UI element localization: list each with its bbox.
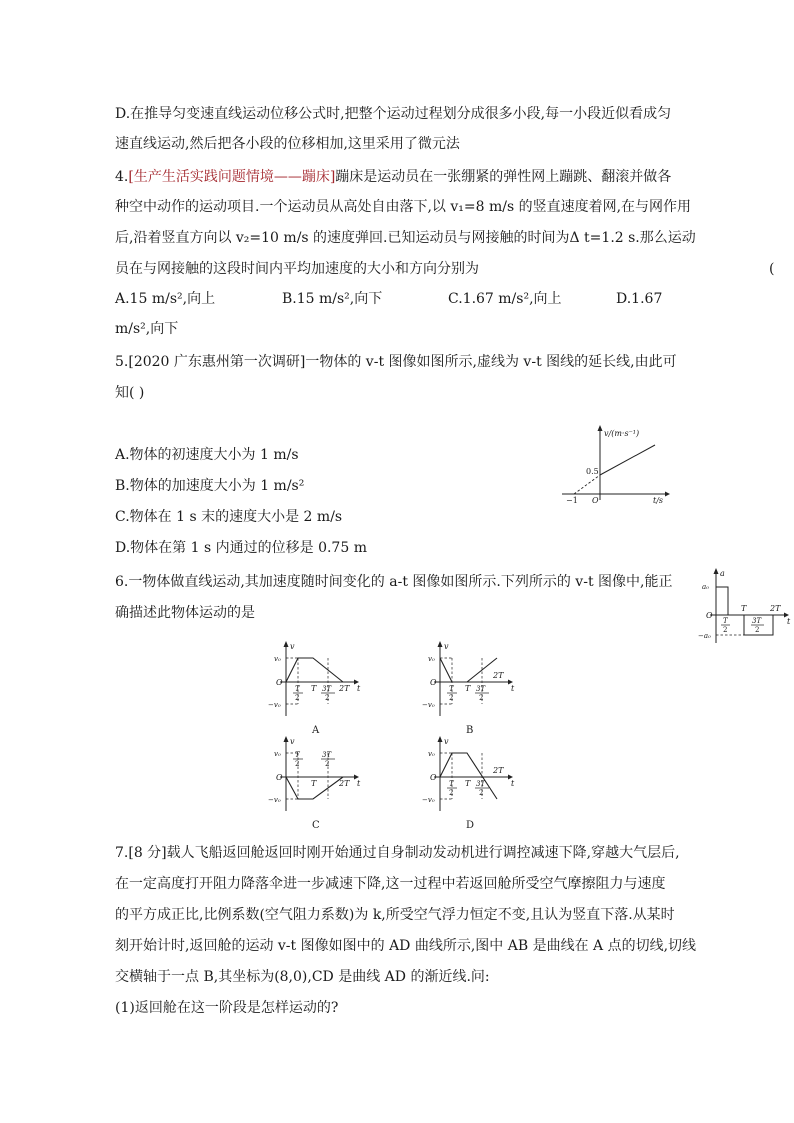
q6-b-choice-label: B	[466, 725, 474, 736]
q6-c-T2-num: T	[295, 751, 300, 759]
q3-option-d-line1: D.在推导匀变速直线运动位移公式时,把整个运动过程划分成很多小段,每一小段近似看成匀	[115, 106, 672, 122]
q6-c-3T2-num: 3T	[322, 751, 332, 759]
q6-b-origin: O	[430, 678, 437, 687]
q7-line5: 交横轴于一点 B,其坐标为(8,0),CD 是曲线 AD 的渐近线.问:	[115, 969, 490, 985]
q6-b-negv0: −v₀	[422, 701, 435, 709]
q5-option-b: B.物体的加速度大小为 1 m/s²	[115, 478, 305, 494]
q6-at-3T-den: 2	[755, 626, 760, 634]
q4-answer-paren: (	[769, 261, 775, 277]
q4-line2: 种空中动作的运动项目.一个运动员从高处自由落下,以 v₁=8 m/s 的竖直速度着网,在与网作用	[115, 199, 692, 215]
q6-b-t: t	[511, 684, 515, 693]
q5-option-a: A.物体的初速度大小为 1 m/s	[115, 447, 299, 463]
q6-at-3T-num: 3T	[752, 617, 762, 625]
q6-at-T: T	[741, 604, 747, 613]
q5-ylabel: v/(m·s⁻¹)	[604, 429, 640, 438]
q6-b-v0: v₀	[428, 655, 435, 663]
q6-option-graph-c	[268, 735, 368, 830]
q4-line1	[115, 167, 671, 187]
q7-line3: 的平方成正比,比例系数(空气阻力系数)为 k,所受空气浮力恒定不变,且认为竖直下落.从某时	[115, 907, 675, 923]
q6-b-curve	[440, 658, 497, 682]
q6-c-v0: v₀	[274, 750, 281, 758]
q6-d-3T2-num: 3T	[476, 780, 486, 788]
q4-option-c: C.1.67 m/s²,向上	[448, 291, 562, 307]
q6-a-T2-den: 2	[295, 694, 300, 702]
q6-d-T: T	[465, 779, 471, 788]
q6-b-T: T	[465, 684, 471, 693]
q7-sub1: (1)返回舱在这一阶段是怎样运动的?	[115, 1000, 339, 1016]
q5-x-tick: −1	[566, 496, 578, 505]
q6-at-neg: −a₀	[698, 632, 711, 640]
q4-line4: 员在与网接触的这段时间内平均加速度的大小和方向分别为	[115, 261, 479, 277]
q6-c-choice-label: C	[312, 820, 320, 831]
q6-at-pos: a₀	[702, 583, 709, 591]
q4-number: 4.	[115, 169, 129, 185]
q6-a-v: v	[290, 642, 295, 651]
q6-line2: 确描述此物体运动的是	[115, 605, 255, 621]
q6-c-v: v	[290, 737, 295, 746]
q4-option-d: D.1.67	[616, 291, 663, 307]
q6-option-graph-a	[268, 640, 368, 735]
q6-option-graph-b	[422, 640, 522, 735]
q6-a-origin: O	[276, 678, 283, 687]
q5-line1: 5.[2020 广东惠州第一次调研]一物体的 v-t 图像如图所示,虚线为 v-t 图线的延长线,由此可	[115, 354, 677, 370]
q3-option-d-line2: 速直线运动,然后把各小段的位移相加,这里采用了微元法	[115, 136, 460, 152]
q6-at-frac-den: 2	[723, 626, 728, 634]
q6-at-xlabel: t	[787, 617, 791, 626]
q5-y-tick: 0.5	[586, 467, 599, 476]
q6-at-graph	[698, 567, 794, 647]
q6-b-3T2-den: 2	[479, 694, 484, 702]
q4-option-d-cont: m/s²,向下	[115, 321, 179, 337]
q6-b-2T: 2T	[493, 671, 504, 680]
q6-d-T2-den: 2	[449, 789, 454, 797]
q6-line1: 6.一物体做直线运动,其加速度随时间变化的 a-t 图像如图所示.下列所示的 v-t 图像中,能正	[115, 574, 673, 590]
q6-a-3T2-den: 2	[325, 694, 330, 702]
q6-a-3T2-num: 3T	[322, 685, 332, 693]
q5-origin: O	[592, 496, 599, 505]
q6-a-v0: v₀	[274, 655, 281, 663]
q6-b-v: v	[444, 642, 449, 651]
q6-b-3T2-num: 3T	[476, 685, 486, 693]
q7-line4: 刻开始计时,返回舱的运动 v-t 图像如图中的 AD 曲线所示,图中 AB 是曲线在 A 点的切线,切线	[115, 938, 697, 954]
q4-line1-rest: 蹦床是运动员在一张绷紧的弹性网上蹦跳、翻滚并做各	[335, 169, 672, 185]
q6-a-choice-label: A	[312, 725, 320, 736]
q5-vt-graph	[560, 425, 670, 505]
q6-d-t: t	[511, 779, 515, 788]
q6-d-choice-label: D	[466, 820, 475, 831]
q6-c-T2-den: 2	[295, 760, 300, 768]
q7-line2: 在一定高度打开阻力降落伞进一步减速下降,这一过程中若返回舱所受空气摩擦阻力与速度	[115, 876, 666, 892]
q6-at-2T: 2T	[770, 604, 781, 613]
q6-c-2T: 2T	[339, 779, 350, 788]
q4-tag: [生产生活实践问题情境——蹦床]	[128, 169, 336, 185]
q4-option-a: A.15 m/s²,向上	[115, 291, 216, 307]
q6-c-t: t	[357, 779, 361, 788]
q6-a-negv0: −v₀	[268, 701, 281, 709]
q6-c-origin: O	[276, 773, 283, 782]
q6-at-origin: O	[706, 611, 713, 620]
q6-b-T2-num: T	[449, 685, 454, 693]
q6-a-t: t	[357, 684, 361, 693]
q6-d-v: v	[444, 737, 449, 746]
q5-line2: 知( )	[115, 385, 145, 401]
q6-option-graph-d	[422, 735, 522, 830]
q6-a-curve	[286, 658, 343, 682]
q6-a-T: T	[311, 684, 317, 693]
q5-xlabel: t/s	[653, 496, 664, 505]
q6-at-ylabel: a	[720, 569, 725, 578]
q6-d-negv0: −v₀	[422, 796, 435, 804]
q6-c-negv0: −v₀	[268, 796, 281, 804]
q7-line1: 7.[8 分]载人飞船返回舱返回时刚开始通过自身制动发动机进行调控减速下降,穿越大气层后,	[115, 845, 680, 861]
q6-d-3T2-den: 2	[479, 789, 484, 797]
q6-d-T2-num: T	[449, 780, 454, 788]
q6-d-origin: O	[430, 773, 437, 782]
q6-c-T: T	[311, 779, 317, 788]
q6-d-2T: 2T	[493, 766, 504, 775]
q4-line3: 后,沿着竖直方向以 v₂=10 m/s 的速度弹回.已知运动员与网接触的时间为Δ t=1.2 s.那么运动	[115, 230, 696, 246]
q5-option-d: D.物体在第 1 s 内通过的位移是 0.75 m	[115, 540, 367, 556]
q6-d-v0: v₀	[428, 750, 435, 758]
q4-option-b: B.15 m/s²,向下	[282, 291, 383, 307]
q6-at-frac-num: T	[723, 617, 728, 625]
q5-option-c: C.物体在 1 s 末的速度大小是 2 m/s	[115, 509, 343, 525]
q6-c-3T2-den: 2	[325, 760, 330, 768]
q6-a-T2-num: T	[295, 685, 300, 693]
q6-b-T2-den: 2	[449, 694, 454, 702]
q6-a-2T: 2T	[339, 684, 350, 693]
